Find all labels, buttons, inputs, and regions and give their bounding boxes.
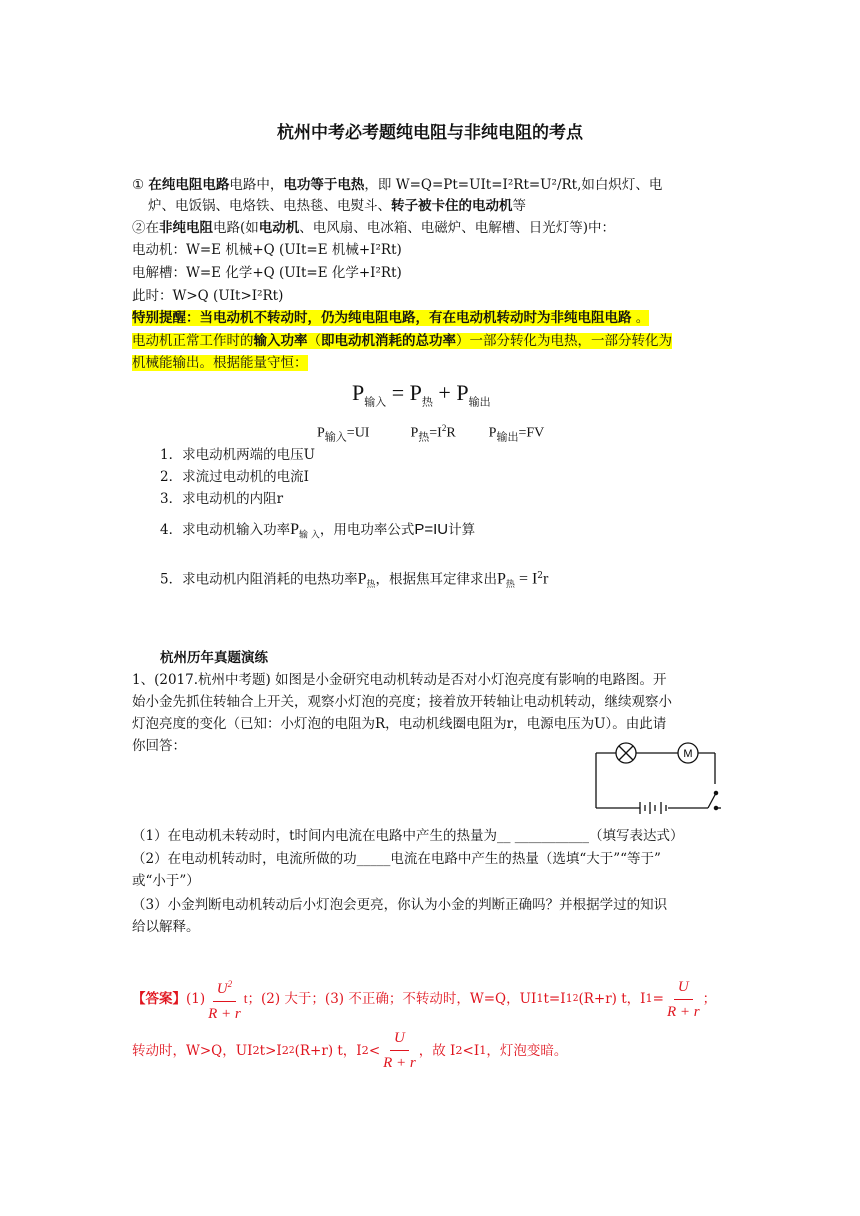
- reminder-bold4: 电动机转动时为非纯电阻电路: [456, 310, 632, 326]
- point1-text4: 等: [512, 198, 526, 214]
- power-bold1: 输入功率: [253, 333, 308, 349]
- step-2: 2．求流过电动机的电流I: [160, 469, 309, 485]
- power-text3: ）一部分转化为电热，一部分转化为: [456, 333, 672, 349]
- power-text1: 电动机正常工作时的: [132, 333, 254, 349]
- lamp-icon: [616, 743, 636, 763]
- question-line2: 始小金先抓住转轴合上开关，观察小灯泡的亮度；接着放开转轴让电动机转动，继续观察小: [132, 694, 672, 710]
- point2-line: [132, 218, 615, 238]
- battery-icon: [640, 802, 666, 814]
- step-1: 1．求电动机两端的电压U: [160, 447, 315, 463]
- electrolysis-line: 电解槽：W=E 化学+Q (UIt=E 化学+I²Rt): [132, 265, 402, 281]
- reminder-tail: 。: [631, 310, 650, 326]
- section-title: 杭州历年真题演练: [160, 650, 268, 666]
- power-bold2: 即电动机消耗的总功率: [321, 333, 456, 349]
- motor-icon: [678, 743, 698, 763]
- power-text4: 机械能输出。根据能量守恒：: [132, 355, 308, 371]
- power-formulas: $P_{输入}=UI$ $P_热=I^2R$ $P_{输出}=FV$: [317, 423, 545, 444]
- point1-text1: 电路中，: [229, 177, 284, 193]
- circuit-diagram: [590, 736, 730, 816]
- reminder-line: [132, 308, 649, 328]
- question-line4: 你回答：: [132, 738, 186, 754]
- answer-label: 【答案】: [132, 991, 186, 1007]
- power-line1: [132, 331, 672, 351]
- reminder-bold2: 电动机不转动时: [213, 310, 308, 326]
- step-5: 5．求电动机内阻消耗的电热功率$P_热$，根据焦耳定律求出$P_热 = I^2r$: [160, 570, 549, 591]
- point2-text3: 、电风扇、电冰箱、电磁炉、电解槽、日光灯等)中：: [299, 220, 616, 236]
- energy-conservation-formula: $P_{输入} = P_热 + P_{输出}$: [352, 380, 491, 409]
- reminder-bold1: 特别提醒：当: [132, 310, 213, 326]
- question-part3: （3）小金判断电动机转动后小灯泡会更亮，你认为小金的判断正确吗？并根据学过的知识: [132, 897, 668, 913]
- page-title: 杭州中考必考题纯电阻与非纯电阻的考点: [277, 123, 583, 143]
- fraction-current2: $\frac{U}{R + r}$: [383, 1030, 416, 1071]
- fraction-heat: $\frac{U^2}{R + r}$: [208, 974, 241, 1024]
- now-line: 此时：W>Q (UIt>I²Rt): [132, 288, 284, 304]
- point2-text1: ②在: [132, 220, 159, 236]
- question-part2: （2）在电动机转动时，电流所做的功_____电流在电路中产生的热量（选填“大于”“等于”: [132, 851, 661, 867]
- point1-text2: ，即 W=Q=Pt=UIt=I²Rt=U²/Rt,如白炽灯、电: [364, 177, 663, 193]
- point1-bold2: 电功等于电热: [283, 177, 365, 193]
- step-4: 4．求电动机输入功率$P_{输 入}$，用电功率公式P=IU计算: [160, 521, 476, 541]
- step-3: 3．求电动机的内阻r: [160, 491, 284, 507]
- point1-bold3: 转子被卡住的电动机: [391, 198, 513, 214]
- power-text2: （: [307, 333, 321, 349]
- answer-line1: 【答案】 (1) $\frac{U^2}{R + r}$ t ；(2) 大于；(3) 不正确；不转动时，W=Q，UI 1 t=I 1 2 (R+r) t，I 1 = $\frac{U}{R + r}$ ；: [132, 974, 716, 1024]
- point1-marker: ①: [132, 177, 145, 193]
- point1-bold1: 在纯电阻电路: [148, 177, 230, 193]
- point1-line2: [148, 196, 526, 216]
- question-part3-cont: 给以解释。: [132, 919, 200, 935]
- reminder-bold3: ，仍为纯电阻电路，有在: [307, 310, 456, 326]
- question-part1: （1）在电动机未转动时，t时间内电流在电路中产生的热量为__ ___________（填写表达式）: [132, 828, 684, 844]
- motor-line: 电动机：W=E 机械+Q (UIt=E 机械+I²Rt): [132, 242, 402, 258]
- point1-text3: 炉、电饭锅、电烙铁、电热毯、电熨斗、: [148, 198, 391, 214]
- question-part2-cont: 或“小于”）: [132, 873, 200, 889]
- point2-bold1: 非纯电阻: [159, 220, 213, 236]
- fraction-current1: $\frac{U}{R + r}$: [666, 978, 700, 1020]
- question-line3: 灯泡亮度的变化（已知：小灯泡的电阻为R，电动机线圈电阻为r，电源电压为U）。由此请: [132, 716, 667, 732]
- point2-bold2: 电动机: [258, 220, 300, 236]
- point1-line1: [132, 175, 662, 195]
- question-line1: 1、(2017.杭州中考题) 如图是小金研究电动机转动是否对小灯泡亮度有影响的电路图。开: [132, 672, 667, 688]
- motor-label: M: [683, 748, 693, 760]
- power-line2: [132, 353, 308, 373]
- point2-text2: 电路(如: [213, 220, 259, 236]
- answer-line2: 转动时，W>Q，UI 2 t>I 2 2 (R+r) t，I 2 < $\frac{U}{R + r}$ ，故 I 2 <I 1 ，灯泡变暗。: [132, 1030, 568, 1071]
